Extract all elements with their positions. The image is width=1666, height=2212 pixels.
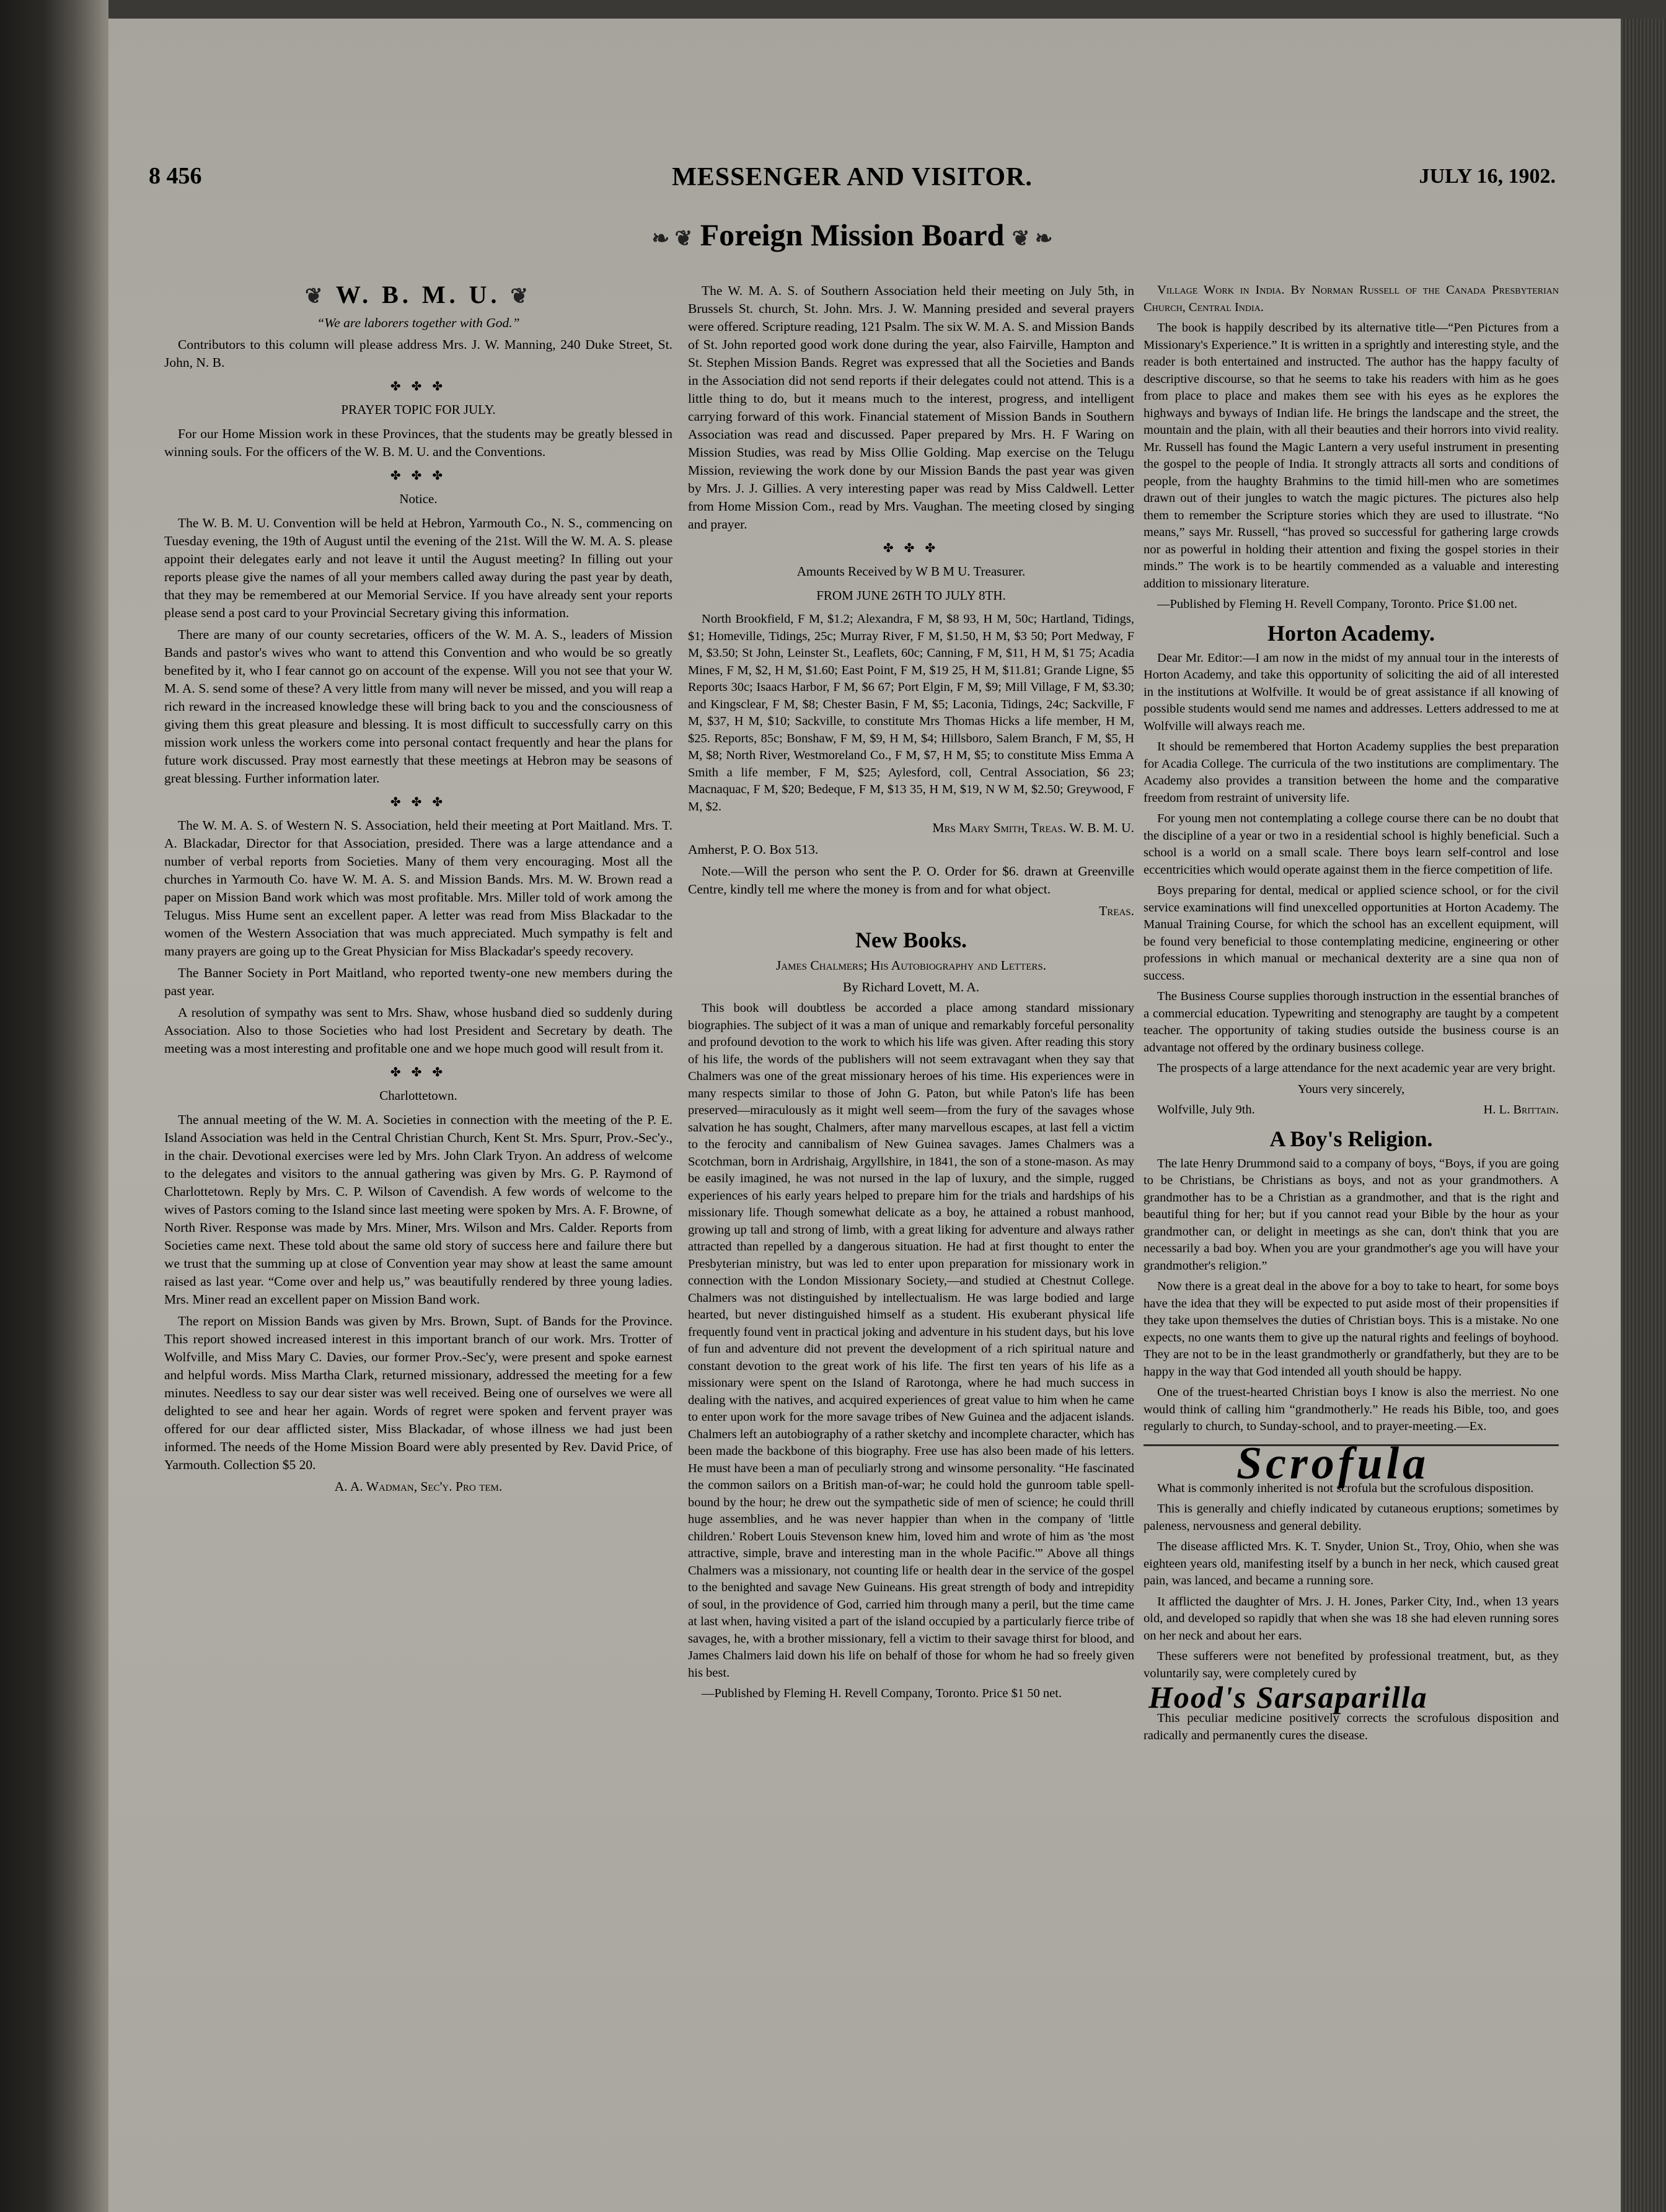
column-right <box>1144 282 1559 1748</box>
ornament-dots: ✤ ✤ ✤ <box>390 469 447 483</box>
book-title: James Chalmers; His Autobiography and Letters. <box>775 958 1047 973</box>
resolution-report: A resolution of sympathy was sent to Mrs. Shaw, whose husband died so suddenly during Association. Also to those Societies who had lost President and Secretary by death. The meeting was a most interesting and profitable one and we hope much good will result from it. <box>164 1005 672 1056</box>
ad-paragraph: This peculiar medicine positively corrects the scrofulous disposition and radically and permanently cures the disease. <box>1144 1711 1559 1742</box>
horton-closing: Yours very sincerely, <box>1297 1082 1405 1096</box>
charlottetown-paragraph: The annual meeting of the W. M. A. Societies in connection with the meeting of the P. E. Island Association was held in the Central Christian Church, Kent St. Mrs. Spurr, Prov.-Sec'y., in the chair. Devotional exercises were led by Mrs. John Clark Tryon. An address of welcome to the delegates and visitors to the annual gathering was given by Mrs. G. P. Raymond of Charlottetown. Reply by Mrs. C. P. Wilson of Cavendish. A few words of welcome to the wives of Pastors coming to the Island since last meeting were spoken by Mrs. A. F. Browne, of North River. Response was made by Mrs. Miner, Mrs. Wilson and Mrs. Calder. Reports from Societies came next. These told about the same old story of success here and failure there but we trust that the summing up at close of Convention year may show at least the same amount raised as last year. “Come over and help us,” was beautifully rendered by three young ladies. Mrs. Miner read an excellent paper on Mission Band work. <box>164 1112 672 1307</box>
treasurer-note: Note.—Will the person who sent the P. O. Order for $6. drawn at Greenville Centre, kindly tell me where the money is from and for what object. <box>688 864 1134 897</box>
fleuron-icon: ❦ ❧ <box>1011 227 1053 250</box>
ornament-dots: ✤ ✤ ✤ <box>883 542 940 555</box>
page-header <box>149 162 1556 193</box>
amounts-list: North Brookfield, F M, $1.2; Alexandra, F M, $8 93, H M, 50c; Hartland, Tidings, $1; Homeville, Tidings, 25c; Murray River, F M, $1.50, H M, $3 50; Port Medway, F M, $3.50; St John, Leinster St., Leaflets, 60c; Canning, F M, $11, H M, $1 75; Acadia Mines, F M, $2, H M, $1.60; East Point, F M, $19 25, H M, $11.81; Grande Ligne, $5 Reports 30c; Isaacs Harbor, F M, $6 67; Port Elgin, F M, $9; Mill Village, F M, $3.30; and Kingsclear, F M, $8; Chester Basin, F M, $5; Laconia, Tidings, 24c; Sackville, F M, $37, H M, $10; Sackville, to constitute Mrs Thomas Hicks a life member, H M, $25. Reports, 85c; Bonshaw, F M, $9, H M, $4; Hillsboro, Salem Branch, F M, $5, H M, $8; North River, Westmoreland Co., F M, $7, H M, $5; to constitute Miss Emma A Smith a life member, F M, $25; Aylesford, coll, Central Association, $6 23; Macnaquac, F M, $20; Bedeque, F M, $13 35, H M, $19, N W M, $2.50; Greywood, F M, $2. <box>688 612 1134 814</box>
village-book-title: Village Work in India. By Norman Russell of the Canada Presbyterian Church, Central India. <box>1144 283 1559 314</box>
secretary-signature: A. A. Wadman, Sec'y. Pro tem. <box>334 1479 503 1494</box>
paper-title: MESSENGER AND VISITOR. <box>672 163 1033 191</box>
wbmu-heading-text: W. B. M. U. <box>335 281 501 309</box>
boys-paragraph: Now there is a great deal in the above for a boy to take to heart, for some boys have the idea that they will be expected to put aside most of their propensities if they take upon themselves the duties of Christian boys. This is a mistake. No one expects, no one wants them to give up the natural rights and feelings of boyhood. They are not to be in the least grandmotherly or grandfatherly, but they are to be happy in the way that God intended all youth should be happy. <box>1144 1279 1559 1379</box>
village-book-review: The book is happily described by its alternative title—“Pen Pictures from a Missionary's Experience.” It is written in a sprightly and interesting style, and the reader is both entertained and instructed. The author has the happy faculty of descriptive discourse, so that he seems to take his readers with him as he goes from place to place and makes them see with his eyes as he explores the highways and byways of Indian life. He brings the landscape and the street, the mountain and the plain, with all their beauties and their horrors into vivid reality. Mr. Russell has found the Magic Lantern a very useful instrument in presenting the gospel to the people of India. It strongly attracts all sorts and conditions of people, from the haughty Brahmins to the timid hill-men who are sometimes drawn out of their jungles to watch the magic pictures. The pictures also help them to remember the Scripture stories which they are used to illustrate. “No means,” says Mr. Russell, “has proved so successful for gathering large crowds nor as powerful in holding their attention and fixing the gospel stories in their minds.” The work is to be heartily commended as a valuable and interesting addition to missionary literature. <box>1144 321 1559 590</box>
horton-paragraph: Dear Mr. Editor:—I am now in the midst of my annual tour in the interests of Horton Academy, and take this opportunity of soliciting the aid of all interested in the institutions at Wolfville. It would be of great assistance if all knowing of possible students would send me names and addresses. Letters addressed to me at Wolfville will always reach me. <box>1144 651 1559 733</box>
notice-paragraph: There are many of our county secretaries, officers of the W. M. A. S., leaders of Mission Bands and pastor's wives who want to attend this Convention and who would be so greatly benefited by it, who I fear cannot go on account of the expense. Will you not see that your W. M. A. S. send some of these? A very little from many will never be missed, and you will reap a rich reward in the increased knowledge these will bring back to you and the consciousness of giving them this great pleasure and blessing. It is most difficult to successfully carry on this mission work unless the workers come into personal contact frequently and hear the plans for future work discussed. Pray most earnestly that these meetings at Hebron may be seasons of great blessing. Further information later. <box>164 627 672 786</box>
horton-academy-title: Horton Academy. <box>1267 620 1435 646</box>
section-title-text: Foreign Mission Board <box>700 217 1005 252</box>
book-author: By Richard Lovett, M. A. <box>842 980 980 994</box>
prayer-topic-text: For our Home Mission work in these Provinces, that the students may be greatly blessed in winning souls. For the officers of the W. B. M. U. and the Conventions. <box>164 426 672 459</box>
western-association-report: The W. M. A. S. of Western N. S. Association, held their meeting at Port Maitland. Mrs. T. A. Blackadar, Director for that Association, presided. There was a large attendance and a number of verbal reports from Societies. Many of them very encouraging. Most all the churches in Yarmouth Co. have W. M. A. S. and Mission Bands. Mrs. M. W. Brown read a paper on Mission Band work which was most profitable. Mrs. Miller told of work among the Telugus. Miss Hume sent an excellent paper. A letter was read from Miss Blackadar to the women of the Western Association that was much appreciated. Much sympathy is felt and many prayers are going up to the Great Physician for Miss Blackadar's speedy recovery. <box>164 818 672 959</box>
fleuron-icon: ❧ ❦ <box>651 227 693 250</box>
book-binding-shadow <box>0 0 108 2212</box>
notice-title: Notice. <box>399 491 438 506</box>
horton-paragraph: For young men not contemplating a college course there can be no doubt that the discipline of a year or two in a residential school is highly beneficial. Such a school is a world on a small scale. There boys learn self-control and lose eccentricities which would operate against them in the fierce competition of life. <box>1144 812 1559 877</box>
amounts-dates: FROM JUNE 26TH TO JULY 8TH. <box>816 588 1006 603</box>
charlottetown-title: Charlottetown. <box>379 1088 457 1103</box>
prayer-topic-title: PRAYER TOPIC FOR JULY. <box>341 402 496 417</box>
horton-paragraph: The prospects of a large attendance for the next academic year are very bright. <box>1157 1061 1556 1075</box>
wbmu-heading <box>164 281 672 309</box>
horton-signature: H. L. Brittain. <box>1483 1103 1559 1117</box>
ad-paragraph: What is commonly inherited is not scrofula but the scrofulous disposition. <box>1157 1481 1534 1495</box>
notice-paragraph: The W. B. M. U. Convention will be held at Hebron, Yarmouth Co., N. S., commencing on Tuesday evening, the 19th of August until the evening of the 21st. Will the W. M. A. S. please appoint their delegates early and not leave it until the August meeting? In filling out your reports please give the names of all your members called away during the past year by death, that they may be remembered at our Memorial Service. If you have already sent your reports please send a post card to your Provincial Secretary giving this information. <box>164 516 672 620</box>
contributors-note: Contributors to this column will please address Mrs. J. W. Manning, 240 Duke Street, St. John, N. B. <box>164 337 672 370</box>
charlottetown-paragraph: The report on Mission Bands was given by Mrs. Brown, Supt. of Bands for the Province. This report showed increased interest in this important branch of our work. Mrs. Trotter of Wolfville, and Miss Mary C. Davies, our former Prov.-Sec'y, were present and spoke earnest and helpful words. Miss Martha Clark, returned missionary, addressed the meeting for a few minutes. Needless to say our dear sister was well received. Being one of ourselves we were all delighted to see and hear her again. Words of regret were spoken and fervent prayer was offered for our dear afflicted sister, Miss Blackadar, of whose illness we had just been informed. The needs of the Home Mission Board were ably presented by Rev. David Price, of Yarmouth. Collection $5 20. <box>164 1314 672 1472</box>
treasurer-address: Amherst, P. O. Box 513. <box>688 842 819 857</box>
fleuron-icon: ❦ <box>510 285 532 308</box>
page-number: 8 456 <box>149 163 202 189</box>
horton-place: Wolfville, July 9th. <box>1157 1103 1255 1117</box>
book-publisher: —Published by Fleming H. Revell Company, Toronto. Price $1 50 net. <box>702 1687 1062 1700</box>
ornament-dots: ✤ ✤ ✤ <box>390 796 447 809</box>
wbmu-motto: “We are laborers together with God.” <box>317 315 520 330</box>
treasurer-signature: Mrs Mary Smith, Treas. W. B. M. U. <box>932 820 1134 835</box>
ad-paragraph: This is generally and chiefly indicated by cutaneous eruptions; sometimes by paleness, nervousness and general debility. <box>1144 1502 1559 1533</box>
new-books-title: New Books. <box>855 928 967 952</box>
scrofula-ad-title: Scrofula <box>1236 1437 1430 1489</box>
boys-paragraph: One of the truest-hearted Christian boys I know is also the merriest. No one would think of calling him “grandmotherly.” He reads his Bible, too, and goes regularly to church, to Sunday-school, and to prayer-meeting.—Ex. <box>1144 1385 1559 1433</box>
ad-brand-name: Hood's Sarsaparilla <box>1148 1680 1428 1714</box>
horton-paragraph: The Business Course supplies thorough instruction in the essential branches of a commercial education. Typewriting and stenography are taught by a competent teacher. The opportunity of taking studies outside the business course is an advantage not offered by the ordinary business college. <box>1144 990 1559 1055</box>
amounts-title: Amounts Received by W B M U. Treasurer. <box>796 564 1026 579</box>
village-book-publisher: —Published by Fleming H. Revell Company, Toronto. Price $1.00 net. <box>1157 597 1518 611</box>
section-title <box>149 217 1556 253</box>
ornament-dots: ✤ ✤ ✤ <box>390 380 447 393</box>
issue-date: JULY 16, 1902. <box>1419 165 1556 188</box>
ornament-dots: ✤ ✤ ✤ <box>390 1066 447 1079</box>
ad-paragraph: The disease afflicted Mrs. K. T. Snyder, Union St., Troy, Ohio, when she was eighteen years old, manifesting itself by a bunch in her neck, which caused great pain, was lanced, and became a running sore. <box>1144 1540 1559 1587</box>
fleuron-icon: ❦ <box>305 285 327 308</box>
banner-society-report: The Banner Society in Port Maitland, who reported twenty-one new members during the past year. <box>164 965 672 998</box>
column-wbmu <box>164 282 672 1499</box>
note-signature: Treas. <box>1099 903 1134 918</box>
page-edges <box>1616 19 1666 2212</box>
boys-paragraph: The late Henry Drummond said to a company of boys, “Boys, if you are going to be Christians, be Christians as boys, and not as your grandmothers. A grandmother has to be a Christian as a grandmother, and that is the right and beautiful thing for her; but if you cannot read your Bible by the hour as your grandmother can, or delight in meetings as she can, don't think that you are necessarily a bad boy. When you are your grandmother's age you will have your grandmother's religion.” <box>1144 1156 1559 1273</box>
column-middle <box>688 282 1134 1706</box>
horton-paragraph: It should be remembered that Horton Academy supplies the best preparation for Acadia College. The curricula of the two institutions are complimentary. The Academy also provides a transition between the home and the comparative freedom from restraint of university life. <box>1144 740 1559 805</box>
book-review: This book will doubtless be accorded a place among standard missionary biographies. The subject of it was a man of unique and remarkably forceful personality and profound devotion to the work to which his life was given. After reading this story of his life, the words of the publishers will not seem extravagant when they say that Chalmers was one of the great missionary heroes of his time. His experiences were in many respects similar to those of John G. Paton, but while Paton's life has been preserved—miraculously as it might well seem—from the fury of the savages whose salvation he has sought, Chalmers, after many marvellous escapes, at last fell a victim to the ferocity and cannibalism of New Guinea savages. James Chalmers was a Scotchman, born in Ardrishaig, Argyllshire, in 1841, the son of a stone-mason. As may be easily imagined, he was not nursed in the lap of luxury, and the simple, rugged experiences of his early years helped to prepare him for the trials and hardships of his missionary life. Though somewhat delicate as a boy, he attained a robust manhood, growing up tall and strong of limb, with a great liking for adventure and always rather attracted than repelled by a dangerous situation. He had at first thought to enter the Presbyterian ministry, but was led to enter upon preparation for missionary work in connection with the London Missionary Society,—and studied at Chestnut College. Chalmers was not distinguished by intellectualism. He was large bodied and large hearted, but never distinguished himself as a student. His exuberant physical life frequently found vent in practical joking and adventure in his student days, but his love of fun and adventure did not prevent the development of a rich spiritual nature and constant devotion to the great work of his life. The first ten years of his life as a missionary were spent on the Island of Rarotonga, where he had much success in dealing with the natives, and acquired experiences of great value to him when he came to enter upon work for the more savage tribes of New Guinea and the adjacent islands. Chalmers left an autobiography of a rather sketchy and incomplete character, which has been made the backbone of this biography. Free use has also been made of his letters. He must have been a man of peculiarly strong and winsome personality. “He fascinated the common sailors on a British man-of-war; he could hold the gunroom table spell-bound by the hour; he drew out the sympathetic side of men of science; he could thrill huge assemblies, and he was never happier than when in the company of 'little children.' Robert Louis Stevenson knew him, loved him and wrote of him as 'the most attractive, simple, brave and interesting man in the whole Pacific.'” Above all things Chalmers was a missionary, not counting life or health dear in the service of the gospel to the benighted and savage New Guineans. His great strength of body and intrepidity of soul, in the providence of God, carried him through many a peril, but the time came at last when, having visited a part of the island occupied by a particularly fierce tribe of savages, he, with a brother missionary, fell a victim to their savage thirst for blood, and James Chalmers laid down his life on behalf of those for whom he had so freely given his best. <box>688 1001 1134 1680</box>
southern-association-report: The W. M. A. S. of Southern Association held their meeting on July 5th, in Brussels St. church, St. John. Mrs. J. W. Manning presided and several prayers were offered. Scripture reading, 121 Psalm. The six W. M. A. S. and Mission Bands of St. John reported good work done during the year, also Fairville, Hampton and St. Stephen Mission Bands. Regret was expressed that all the Societies and Bands in the Association did not send reports if their delegates could not attend. This is a little thing to do, but it means much to the interest, progress, and intelligent carrying forward of this work. Financial statement of Mission Bands in Southern Association was read and discussed. Paper prepared by Mrs. H. F Waring on Mission Studies, was read by Miss Ollie Golding. Map exercise on the Telugu Mission, reviewing the work done by our Mission Bands the past year was given by Mrs. J. J. Gillies. A very interesting paper was read by Miss Caldwell. Letter from Home Mission Com., read by Mrs. Vaughan. The meeting closed by singing and prayer. <box>688 283 1134 532</box>
horton-paragraph: Boys preparing for dental, medical or applied science school, or for the civil service examinations will find unexcelled opportunities at Horton Academy. The Manual Training Course, for which the school has an excellent equipment, will be found very beneficial to those contemplating medicine, engineering or other professions in which manual or mechanical dexterity are a sine qua non of success. <box>1144 884 1559 983</box>
ad-paragraph: It afflicted the daughter of Mrs. J. H. Jones, Parker City, Ind., when 13 years old, and developed so rapidly that when she was 18 she had eleven running sores on her neck and about her ears. <box>1144 1594 1559 1643</box>
ad-paragraph: These sufferers were not benefited by professional treatment, but, as they voluntarily say, were completely cured by <box>1144 1649 1559 1680</box>
boys-religion-title: A Boy's Religion. <box>1269 1126 1433 1151</box>
horton-signoff <box>1144 1102 1559 1119</box>
